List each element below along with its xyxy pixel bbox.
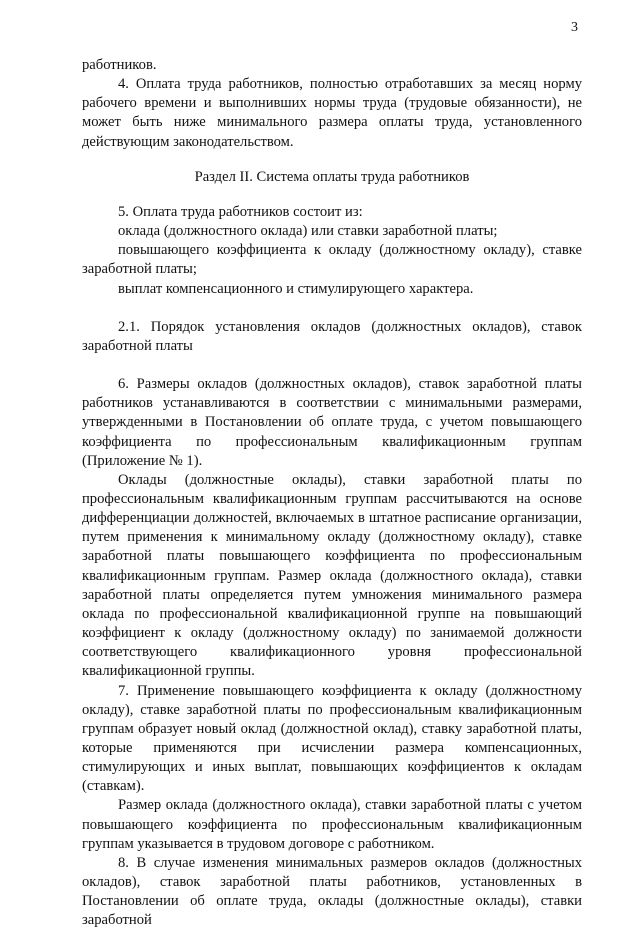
paragraph-continuation: работников. [82, 57, 157, 73]
paragraph-employment-contract: Размер оклада (должностного оклада), ставки заработной платы с учетом повышающего коэффициента по профессиональным квалификационным группам указывается в трудовом договоре с работником. [82, 797, 582, 852]
section-heading: Раздел II. Система оплаты труда работников [194, 168, 470, 185]
paragraph-item-7: 7. Применение повышающего коэффициента к окладу (должностному окладу), ставке заработной платы по профессиональным квалификационным группам образует новый оклад (должностной оклад), ставку заработной платы, которые применяются при исчислении размера компенсационных, стимулирующих и иных выплат, повышающих коэффициентов к окладам (ставкам). [82, 682, 582, 795]
list-item-coefficient: повышающего коэффициента к окладу (должностному окладу), ставке заработной платы; [82, 242, 582, 278]
paragraph-item-6: 6. Размеры окладов (должностных окладов), ставок заработной платы работников устанавливаются в соответствии с минимальными размерами, утвержденными в Постановлении об оплате труда, с учетом повышающего коэффициента по профессиональным квалификационным группам (Приложение № 1). [82, 376, 582, 469]
paragraph-item-5: 5. Оплата труда работников состоит из: [118, 203, 363, 220]
subsection-heading: 2.1. Порядок установления окладов (должностных окладов), ставок заработной платы [82, 318, 582, 354]
list-item-payments: выплат компенсационного и стимулирующего характера. [118, 280, 474, 297]
paragraph-item-8: 8. В случае изменения минимальных размеров окладов (должностных окладов), ставок заработной платы работников, установленных в Постановлении об оплате труда, оклады (должностные оклады), ставки заработной [82, 854, 582, 929]
paragraph-item-4: 4. Оплата труда работников, полностью отработавших за месяц норму рабочего времени и выполнивших нормы труда (трудовые обязанности), не может быть ниже минимального размера оплаты труда, установленного действующим законодательством. [82, 76, 582, 150]
list-item-salary: оклада (должностного оклада) или ставки заработной платы; [118, 223, 498, 240]
page-number: 3 [571, 20, 578, 35]
document-body [82, 56, 582, 931]
paragraph-salary-calculation: Оклады (должностные оклады), ставки заработной платы по профессиональным квалификационным группам рассчитываются на основе дифференциации должностей, включаемых в штатное расписание организации, путем применения к минимальному окладу (должностному окладу), ставке заработной платы повышающего коэффициента по профессиональным квалификационным группам. Размер оклада (должностного оклада), ставки заработной платы определяется путем умножения минимального размера оклада по профессиональной квалификационной группе на повышающий коэффициент к окладу (должностному окладу) по занимаемой должности соответствующего квалификационного уровня профессиональной квалификационной группы. [82, 471, 582, 680]
